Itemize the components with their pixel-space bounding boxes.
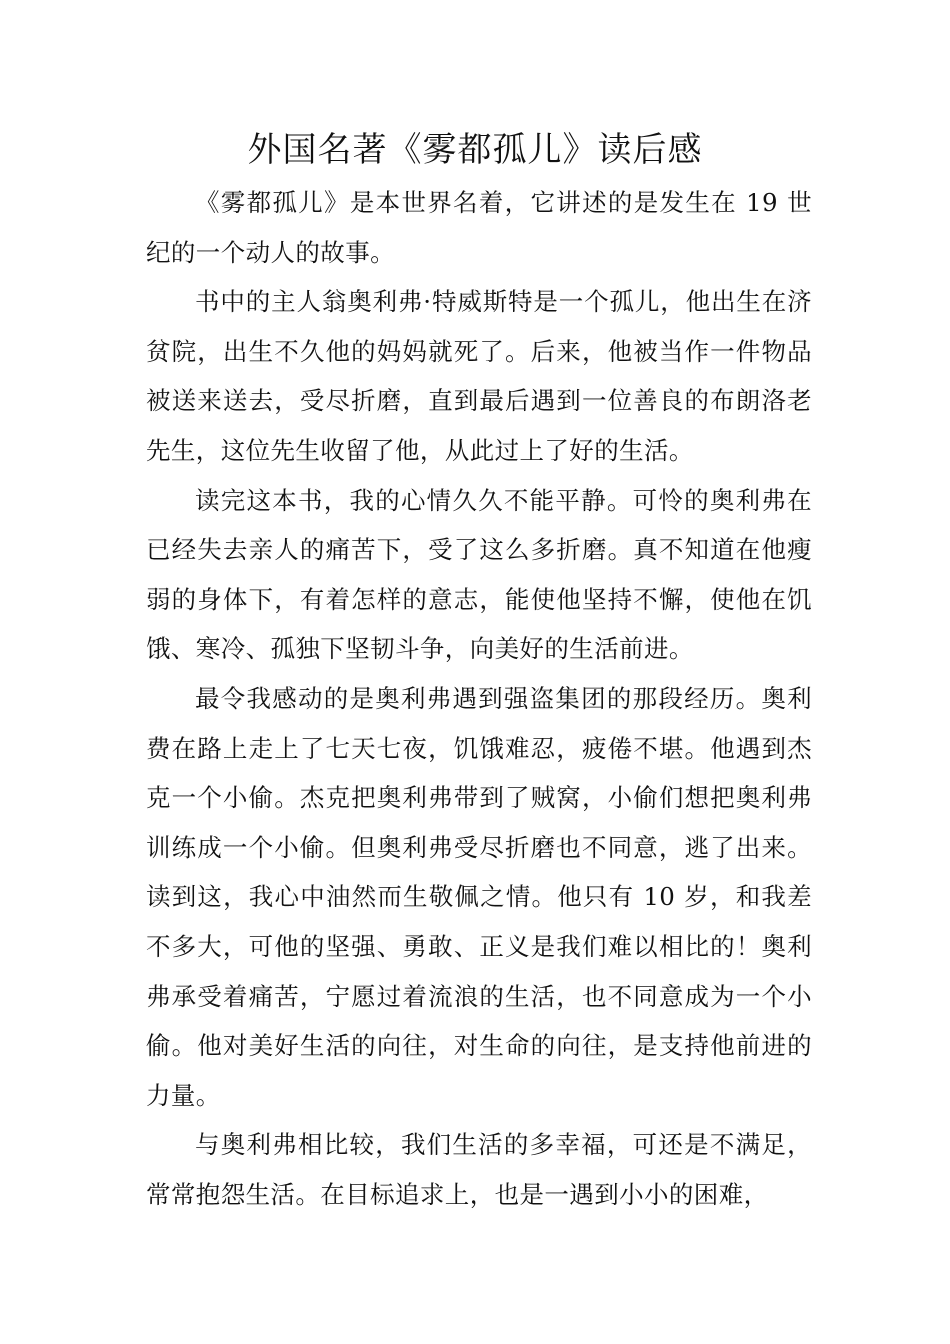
paragraph-4: 最令我感动的是奥利弗遇到强盗集团的那段经历。奥利费在路上走上了七天七夜，饥饿难忍，疲倦不堪。他遇到杰克一个小偷。杰克把奥利弗带到了贼窝，小偷们想把奥利弗训练成一个小偷。但奥利弗受尽折磨也不同意，逃了出来。读到这，我心中油然而生敬佩之情。他只有 10 岁，和我差不多大，可他的坚强、勇敢、正义是我们难以相比的！奥利弗承受着痛苦，宁愿过着流浪的生活，也不同意成为一个小偷。他对美好生活的向往，对生命的向往，是支持他前进的力量。 xyxy=(146,683,812,1110)
paragraph-1: 《雾都孤儿》是本世界名着，它讲述的是发生在 19 世纪的一个动人的故事。 xyxy=(146,188,812,267)
document-body xyxy=(146,178,812,1219)
paragraph-5: 与奥利弗相比较，我们生活的多幸福，可还是不满足，常常抱怨生活。在目标追求上，也是一遇到小小的困难， xyxy=(146,1130,812,1209)
paragraph-2: 书中的主人翁奥利弗·特威斯特是一个孤儿，他出生在济贫院，出生不久他的妈妈就死了。后来，他被当作一件物品被送来送去，受尽折磨，直到最后遇到一位善良的布朗洛老先生，这位先生收留了他，从此过上了好的生活。 xyxy=(146,287,812,465)
document-title: 外国名著《雾都孤儿》读后感 xyxy=(247,130,703,170)
paragraph-3: 读完这本书，我的心情久久不能平静。可怜的奥利弗在已经失去亲人的痛苦下，受了这么多折磨。真不知道在他瘦弱的身体下，有着怎样的意志，能使他坚持不懈，使他在饥饿、寒冷、孤独下坚韧斗争，向美好的生活前进。 xyxy=(146,485,812,664)
